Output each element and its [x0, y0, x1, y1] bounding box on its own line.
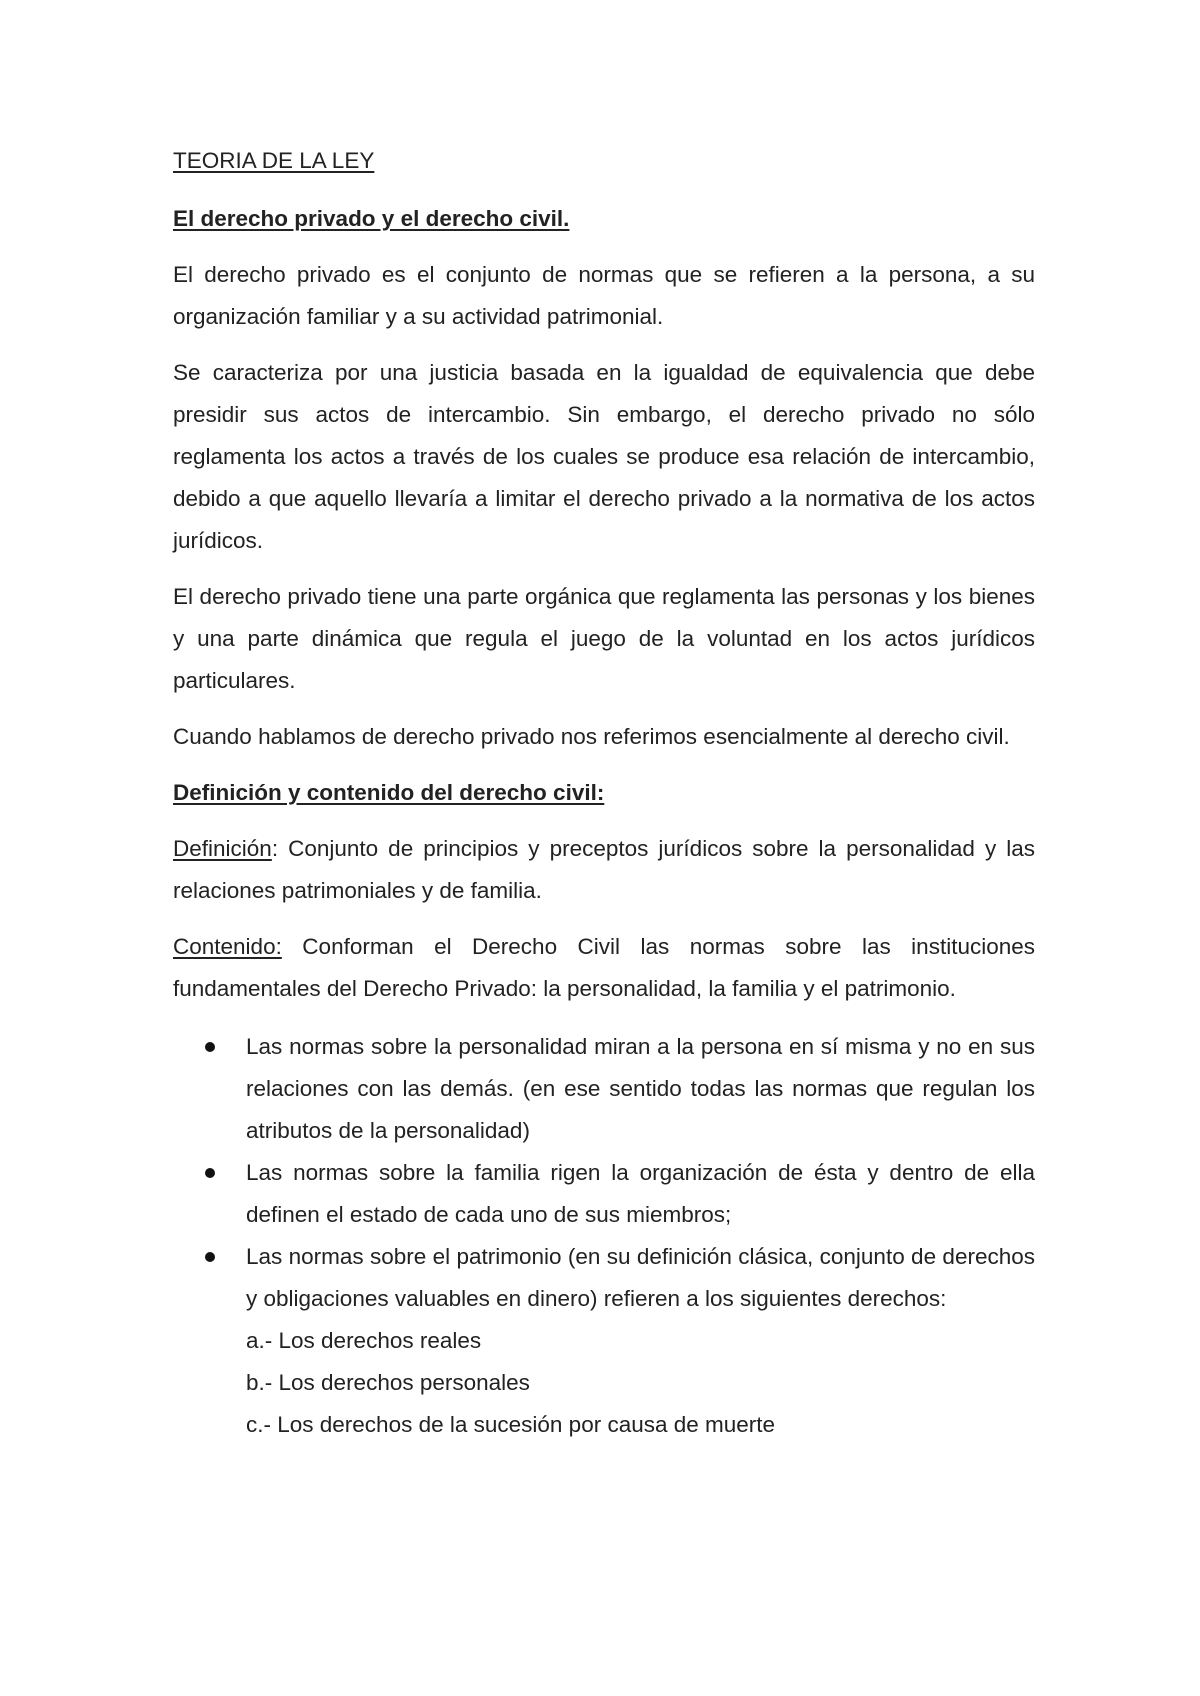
bullet-icon	[205, 1168, 215, 1178]
list-item	[246, 1026, 1035, 1152]
bullet-icon	[205, 1042, 215, 1052]
paragraph-derecho-civil: Cuando hablamos de derecho privado nos referimos esencialmente al derecho civil.	[173, 724, 1010, 749]
list-item	[246, 1236, 1035, 1446]
paragraph-definicion-derecho-privado: El derecho privado es el conjunto de normas que se refieren a la persona, a su organización familiar y a su actividad patrimonial.	[173, 262, 1035, 329]
paragraph-caracteristicas: Se caracteriza por una justicia basada en la igualdad de equivalencia que debe presidir sus actos de intercambio. Sin embargo, el derecho privado no sólo reglamenta los actos a través de los cuales se produce esa relación de intercambio, debido a que aquello llevaría a limitar el derecho privado a la normativa de los actos jurídicos.	[173, 360, 1035, 553]
document-title: TEORIA DE LA LEY	[173, 148, 375, 173]
document-page	[173, 140, 1035, 1446]
section-heading-derecho-civil: Definición y contenido del derecho civil:	[173, 780, 605, 805]
subitem-derechos-personales: b.- Los derechos personales	[246, 1370, 530, 1395]
paragraph-partes-derecho-privado: El derecho privado tiene una parte orgánica que reglamenta las personas y los bienes y una parte dinámica que regula el juego de la voluntad en los actos jurídicos particulares.	[173, 584, 1035, 693]
content-label: Contenido:	[173, 934, 282, 959]
subitem-derechos-reales: a.- Los derechos reales	[246, 1328, 482, 1353]
bullet-text-patrimonio: Las normas sobre el patrimonio (en su definición clásica, conjunto de derechos y obligaciones valuables en dinero) refieren a los siguientes derechos:	[246, 1244, 1035, 1311]
content-text: Conforman el Derecho Civil las normas sobre las instituciones fundamentales del Derecho Privado: la personalidad, la familia y el patrimonio.	[173, 934, 1035, 1001]
bullet-text-familia: Las normas sobre la familia rigen la organización de ésta y dentro de ella definen el estado de cada uno de sus miembros;	[246, 1160, 1035, 1227]
bullet-text-personalidad: Las normas sobre la personalidad miran a la persona en sí misma y no en sus relaciones con las demás. (en ese sentido todas las normas que regulan los atributos de la personalidad)	[246, 1034, 1035, 1143]
definition-text: : Conjunto de principios y preceptos jurídicos sobre la personalidad y las relaciones patrimoniales y de familia.	[173, 836, 1035, 903]
bullet-icon	[205, 1252, 215, 1262]
section-heading-derecho-privado: El derecho privado y el derecho civil.	[173, 206, 570, 231]
list-item	[246, 1152, 1035, 1236]
definition-paragraph	[173, 828, 1035, 912]
definition-label: Definición	[173, 836, 272, 861]
bullet-list	[173, 1026, 1035, 1446]
content-paragraph	[173, 926, 1035, 1010]
subitem-derechos-sucesion: c.- Los derechos de la sucesión por causa de muerte	[246, 1412, 776, 1437]
